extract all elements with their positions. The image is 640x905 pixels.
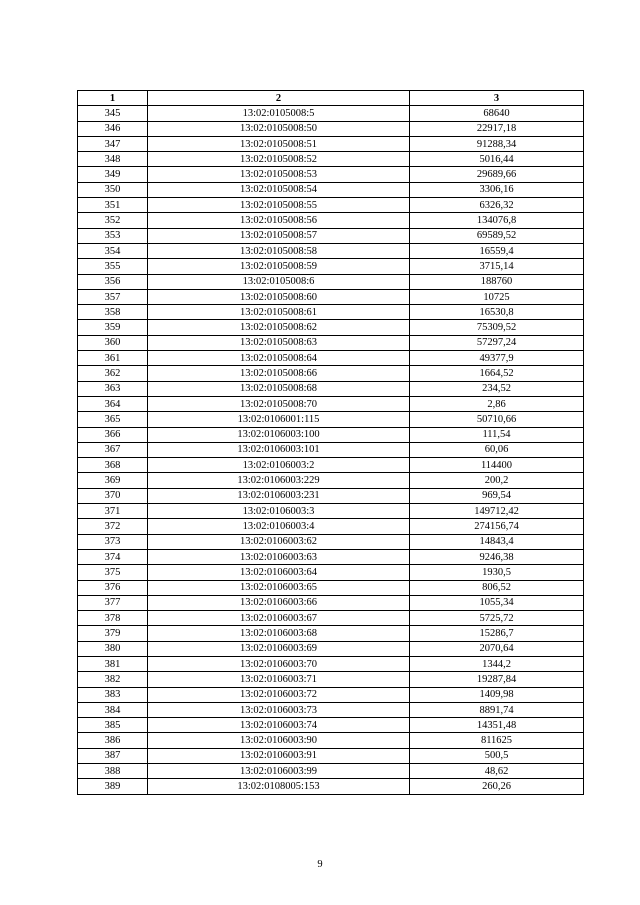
cadastral-number-cell: 13:02:0106003:91 — [148, 748, 410, 763]
row-number-cell: 366 — [78, 427, 148, 442]
table-row — [78, 488, 584, 503]
table-row — [78, 442, 584, 457]
table-row — [78, 106, 584, 121]
table-row — [78, 779, 584, 794]
value-cell: 60,06 — [410, 442, 584, 457]
row-number-cell: 350 — [78, 182, 148, 197]
cadastral-number-cell: 13:02:0106003:67 — [148, 611, 410, 626]
value-cell: 969,54 — [410, 488, 584, 503]
value-cell: 14843,4 — [410, 534, 584, 549]
header-row — [78, 91, 584, 106]
row-number-cell: 361 — [78, 351, 148, 366]
row-number-cell: 364 — [78, 396, 148, 411]
row-number-cell: 385 — [78, 718, 148, 733]
value-cell: 5016,44 — [410, 152, 584, 167]
cadastral-number-cell: 13:02:0106003:66 — [148, 595, 410, 610]
value-cell: 3306,16 — [410, 182, 584, 197]
cadastral-number-cell: 13:02:0105008:58 — [148, 243, 410, 258]
value-cell: 19287,84 — [410, 672, 584, 687]
row-number-cell: 365 — [78, 412, 148, 427]
cadastral-number-cell: 13:02:0106003:62 — [148, 534, 410, 549]
cadastral-number-cell: 13:02:0105008:56 — [148, 213, 410, 228]
page-number: 9 — [317, 859, 323, 870]
value-cell: 1664,52 — [410, 366, 584, 381]
value-cell: 15286,7 — [410, 626, 584, 641]
value-cell: 806,52 — [410, 580, 584, 595]
row-number-cell: 369 — [78, 473, 148, 488]
row-number-cell: 349 — [78, 167, 148, 182]
table-row — [78, 198, 584, 213]
table-row — [78, 504, 584, 519]
table-row — [78, 136, 584, 151]
row-number-cell: 387 — [78, 748, 148, 763]
cadastral-number-cell: 13:02:0106003:2 — [148, 458, 410, 473]
row-number-cell: 368 — [78, 458, 148, 473]
cadastral-number-cell: 13:02:0106003:72 — [148, 687, 410, 702]
table-row — [78, 626, 584, 641]
table-row — [78, 473, 584, 488]
value-cell: 49377,9 — [410, 351, 584, 366]
table-row — [78, 274, 584, 289]
table-row — [78, 764, 584, 779]
cadastral-number-cell: 13:02:0106001:115 — [148, 412, 410, 427]
table-row — [78, 182, 584, 197]
row-number-cell: 389 — [78, 779, 148, 794]
cadastral-number-cell: 13:02:0106003:69 — [148, 641, 410, 656]
table-row — [78, 687, 584, 702]
cadastral-number-cell: 13:02:0105008:60 — [148, 289, 410, 304]
row-number-cell: 380 — [78, 641, 148, 656]
data-table — [77, 90, 584, 795]
cadastral-number-cell: 13:02:0106003:70 — [148, 656, 410, 671]
cadastral-number-cell: 13:02:0105008:51 — [148, 136, 410, 151]
table-header — [78, 91, 584, 106]
value-cell: 14351,48 — [410, 718, 584, 733]
table-row — [78, 320, 584, 335]
row-number-cell: 384 — [78, 702, 148, 717]
row-number-cell: 352 — [78, 213, 148, 228]
value-cell: 1930,5 — [410, 565, 584, 580]
table-row — [78, 121, 584, 136]
row-number-cell: 388 — [78, 764, 148, 779]
value-cell: 50710,66 — [410, 412, 584, 427]
value-cell: 68640 — [410, 106, 584, 121]
value-cell: 16530,8 — [410, 305, 584, 320]
table-row — [78, 396, 584, 411]
row-number-cell: 386 — [78, 733, 148, 748]
value-cell: 3715,14 — [410, 259, 584, 274]
table-row — [78, 641, 584, 656]
value-cell: 2070,64 — [410, 641, 584, 656]
table-row — [78, 351, 584, 366]
table-body — [78, 106, 584, 794]
value-cell: 8891,74 — [410, 702, 584, 717]
cadastral-number-cell: 13:02:0106003:90 — [148, 733, 410, 748]
table-row — [78, 412, 584, 427]
value-cell: 1409,98 — [410, 687, 584, 702]
column-header-3: 3 — [410, 91, 584, 106]
row-number-cell: 382 — [78, 672, 148, 687]
row-number-cell: 383 — [78, 687, 148, 702]
cadastral-number-cell: 13:02:0105008:66 — [148, 366, 410, 381]
value-cell: 188760 — [410, 274, 584, 289]
value-cell: 1055,34 — [410, 595, 584, 610]
value-cell: 22917,18 — [410, 121, 584, 136]
value-cell: 57297,24 — [410, 335, 584, 350]
row-number-cell: 367 — [78, 442, 148, 457]
row-number-cell: 359 — [78, 320, 148, 335]
cadastral-number-cell: 13:02:0106003:101 — [148, 442, 410, 457]
cadastral-number-cell: 13:02:0106003:4 — [148, 519, 410, 534]
row-number-cell: 348 — [78, 152, 148, 167]
table-row — [78, 702, 584, 717]
value-cell: 2,86 — [410, 396, 584, 411]
cadastral-number-cell: 13:02:0105008:55 — [148, 198, 410, 213]
table-row — [78, 152, 584, 167]
row-number-cell: 346 — [78, 121, 148, 136]
table-row — [78, 748, 584, 763]
table-row — [78, 305, 584, 320]
table-row — [78, 519, 584, 534]
table-row — [78, 289, 584, 304]
cadastral-number-cell: 13:02:0105008:53 — [148, 167, 410, 182]
cadastral-number-cell: 13:02:0105008:5 — [148, 106, 410, 121]
cadastral-number-cell: 13:02:0106003:73 — [148, 702, 410, 717]
row-number-cell: 355 — [78, 259, 148, 274]
column-header-2: 2 — [148, 91, 410, 106]
value-cell: 111,54 — [410, 427, 584, 442]
cadastral-number-cell: 13:02:0105008:68 — [148, 381, 410, 396]
row-number-cell: 351 — [78, 198, 148, 213]
cadastral-number-cell: 13:02:0106003:63 — [148, 549, 410, 564]
row-number-cell: 371 — [78, 504, 148, 519]
table-row — [78, 580, 584, 595]
value-cell: 811625 — [410, 733, 584, 748]
value-cell: 500,5 — [410, 748, 584, 763]
table-row — [78, 595, 584, 610]
cadastral-number-cell: 13:02:0105008:62 — [148, 320, 410, 335]
row-number-cell: 379 — [78, 626, 148, 641]
row-number-cell: 375 — [78, 565, 148, 580]
value-cell: 75309,52 — [410, 320, 584, 335]
table-row — [78, 534, 584, 549]
value-cell: 149712,42 — [410, 504, 584, 519]
value-cell: 16559,4 — [410, 243, 584, 258]
cadastral-number-cell: 13:02:0105008:52 — [148, 152, 410, 167]
cadastral-number-cell: 13:02:0105008:70 — [148, 396, 410, 411]
value-cell: 260,26 — [410, 779, 584, 794]
cadastral-number-cell: 13:02:0106003:229 — [148, 473, 410, 488]
table-row — [78, 672, 584, 687]
table-row — [78, 259, 584, 274]
cadastral-number-cell: 13:02:0106003:99 — [148, 764, 410, 779]
row-number-cell: 378 — [78, 611, 148, 626]
row-number-cell: 381 — [78, 656, 148, 671]
value-cell: 29689,66 — [410, 167, 584, 182]
row-number-cell: 345 — [78, 106, 148, 121]
cadastral-number-cell: 13:02:0106003:3 — [148, 504, 410, 519]
cadastral-number-cell: 13:02:0106003:65 — [148, 580, 410, 595]
cadastral-number-cell: 13:02:0106003:231 — [148, 488, 410, 503]
row-number-cell: 377 — [78, 595, 148, 610]
table-row — [78, 228, 584, 243]
table-row — [78, 565, 584, 580]
value-cell: 91288,34 — [410, 136, 584, 151]
value-cell: 9246,38 — [410, 549, 584, 564]
table-row — [78, 458, 584, 473]
cadastral-number-cell: 13:02:0106003:71 — [148, 672, 410, 687]
cadastral-number-cell: 13:02:0106003:64 — [148, 565, 410, 580]
cadastral-number-cell: 13:02:0105008:6 — [148, 274, 410, 289]
value-cell: 6326,32 — [410, 198, 584, 213]
table-row — [78, 549, 584, 564]
table-row — [78, 656, 584, 671]
table-row — [78, 335, 584, 350]
cadastral-number-cell: 13:02:0106003:100 — [148, 427, 410, 442]
cadastral-number-cell: 13:02:0106003:74 — [148, 718, 410, 733]
row-number-cell: 370 — [78, 488, 148, 503]
row-number-cell: 358 — [78, 305, 148, 320]
value-cell: 48,62 — [410, 764, 584, 779]
cadastral-number-cell: 13:02:0106003:68 — [148, 626, 410, 641]
row-number-cell: 347 — [78, 136, 148, 151]
value-cell: 114400 — [410, 458, 584, 473]
table-row — [78, 243, 584, 258]
row-number-cell: 354 — [78, 243, 148, 258]
table-row — [78, 611, 584, 626]
table-row — [78, 366, 584, 381]
value-cell: 200,2 — [410, 473, 584, 488]
value-cell: 134076,8 — [410, 213, 584, 228]
cadastral-number-cell: 13:02:0105008:54 — [148, 182, 410, 197]
cadastral-number-cell: 13:02:0108005:153 — [148, 779, 410, 794]
row-number-cell: 363 — [78, 381, 148, 396]
value-cell: 234,52 — [410, 381, 584, 396]
value-cell: 1344,2 — [410, 656, 584, 671]
cadastral-number-cell: 13:02:0105008:61 — [148, 305, 410, 320]
table-row — [78, 381, 584, 396]
table-row — [78, 427, 584, 442]
row-number-cell: 357 — [78, 289, 148, 304]
column-header-1: 1 — [78, 91, 148, 106]
cadastral-number-cell: 13:02:0105008:57 — [148, 228, 410, 243]
table-row — [78, 718, 584, 733]
cadastral-number-cell: 13:02:0105008:63 — [148, 335, 410, 350]
row-number-cell: 372 — [78, 519, 148, 534]
row-number-cell: 374 — [78, 549, 148, 564]
table-row — [78, 167, 584, 182]
cadastral-number-cell: 13:02:0105008:59 — [148, 259, 410, 274]
value-cell: 10725 — [410, 289, 584, 304]
cadastral-number-cell: 13:02:0105008:50 — [148, 121, 410, 136]
row-number-cell: 353 — [78, 228, 148, 243]
row-number-cell: 376 — [78, 580, 148, 595]
row-number-cell: 356 — [78, 274, 148, 289]
value-cell: 274156,74 — [410, 519, 584, 534]
row-number-cell: 373 — [78, 534, 148, 549]
table-row — [78, 213, 584, 228]
value-cell: 69589,52 — [410, 228, 584, 243]
table-row — [78, 733, 584, 748]
row-number-cell: 362 — [78, 366, 148, 381]
row-number-cell: 360 — [78, 335, 148, 350]
cadastral-number-cell: 13:02:0105008:64 — [148, 351, 410, 366]
value-cell: 5725,72 — [410, 611, 584, 626]
